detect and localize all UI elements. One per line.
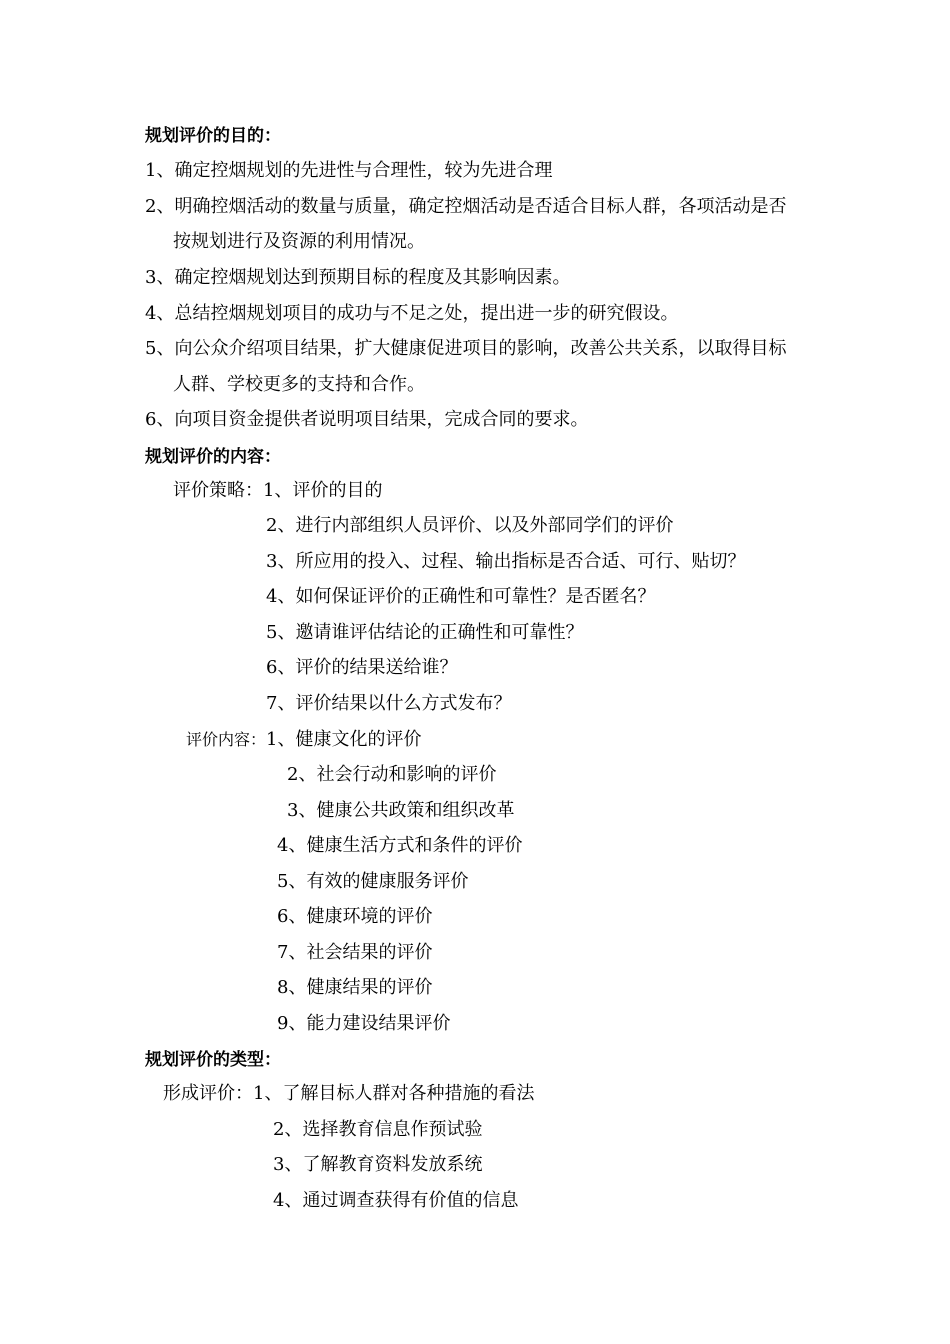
formative-label: 形成评价： <box>163 1083 253 1104</box>
strategy-item: 5、邀请谁评估结论的正确性和可靠性？ <box>266 622 584 643</box>
evaluation-item: 6、健康环境的评价 <box>277 906 433 927</box>
evaluation-item: 2、社会行动和影响的评价 <box>287 764 497 785</box>
purpose-item: 4、总结控烟规划项目的成功与不足之处，提出进一步的研究假设。 <box>145 303 679 324</box>
purpose-item-continuation: 人群、学校更多的支持和合作。 <box>173 374 425 395</box>
evaluation-row <box>186 728 421 752</box>
strategy-label: 评价策略： <box>173 480 263 501</box>
evaluation-label: 评价内容： <box>186 730 267 749</box>
strategy-item: 1、评价的目的 <box>263 480 383 501</box>
purpose-item: 1、确定控烟规划的先进性与合理性，较为先进合理 <box>145 160 553 181</box>
section-heading-content: 规划评价的内容： <box>145 447 281 467</box>
formative-row <box>163 1082 534 1106</box>
strategy-item: 7、评价结果以什么方式发布？ <box>266 693 512 714</box>
formative-item: 1、了解目标人群对各种措施的看法 <box>253 1083 535 1104</box>
evaluation-item: 4、健康生活方式和条件的评价 <box>277 835 523 856</box>
purpose-item: 3、确定控烟规划达到预期目标的程度及其影响因素。 <box>145 267 571 288</box>
evaluation-item: 1、健康文化的评价 <box>266 729 422 750</box>
purpose-item-continuation: 按规划进行及资源的利用情况。 <box>173 231 425 252</box>
purpose-item: 2、明确控烟活动的数量与质量，确定控烟活动是否适合目标人群，各项活动是否 <box>145 196 787 217</box>
evaluation-item: 9、能力建设结果评价 <box>277 1013 451 1034</box>
strategy-item: 4、如何保证评价的正确性和可靠性？是否匿名？ <box>266 586 656 607</box>
purpose-item: 6、向项目资金提供者说明项目结果，完成合同的要求。 <box>145 409 589 430</box>
strategy-row <box>173 479 382 503</box>
section-heading-types: 规划评价的类型： <box>145 1050 281 1070</box>
evaluation-item: 8、健康结果的评价 <box>277 977 433 998</box>
evaluation-item: 5、有效的健康服务评价 <box>277 871 469 892</box>
purpose-item: 5、向公众介绍项目结果，扩大健康促进项目的影响，改善公共关系，以取得目标 <box>145 338 787 359</box>
formative-item: 4、通过调查获得有价值的信息 <box>273 1190 519 1211</box>
section-heading-purpose: 规划评价的目的： <box>145 126 281 146</box>
evaluation-item: 3、健康公共政策和组织改革 <box>287 800 515 821</box>
formative-item: 3、了解教育资料发放系统 <box>273 1154 483 1175</box>
strategy-item: 6、评价的结果送给谁？ <box>266 657 458 678</box>
strategy-item: 3、所应用的投入、过程、输出指标是否合适、可行、贴切？ <box>266 551 746 572</box>
formative-item: 2、选择教育信息作预试验 <box>273 1119 483 1140</box>
evaluation-item: 7、社会结果的评价 <box>277 942 433 963</box>
strategy-item: 2、进行内部组织人员评价、以及外部同学们的评价 <box>266 515 674 536</box>
